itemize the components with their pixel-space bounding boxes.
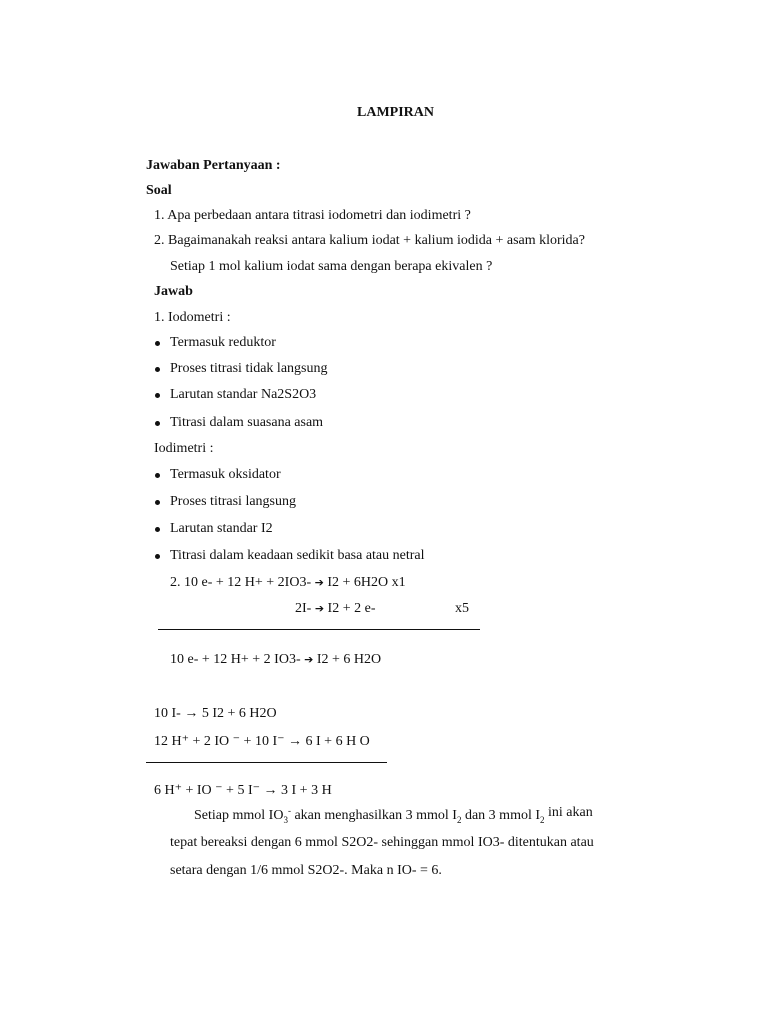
reaction-1-right: I2 + 6H2O x1 bbox=[327, 575, 406, 590]
subscript: 2 bbox=[456, 814, 462, 825]
iodimetri-heading: Iodimetri : bbox=[154, 441, 214, 456]
bullet-icon bbox=[155, 367, 160, 372]
iodimetri-item: Titrasi dalam keadaan sedikit basa atau netral bbox=[170, 548, 425, 563]
reaction-line-1 bbox=[170, 574, 406, 592]
explanation-text: Setiap mmol IO bbox=[194, 808, 284, 823]
iodometri-item: Larutan standar Na2S2O3 bbox=[170, 387, 317, 402]
explanation-line-2: tepat bereaksi dengan 6 mmol S2O2- sehinggan mmol IO3- ditentukan atau bbox=[170, 835, 594, 850]
reaction-2-right: I2 + 2 e- bbox=[327, 601, 376, 616]
arrow-icon: ➔ bbox=[314, 602, 325, 615]
bullet-icon bbox=[155, 554, 160, 559]
bullet-icon bbox=[155, 341, 160, 346]
subscript: 2 bbox=[540, 814, 545, 825]
divider bbox=[146, 762, 387, 763]
equation-c: 6 H⁺ + IO ⁻ + 5 I⁻ → 3 I + 3 H bbox=[154, 783, 332, 798]
section-heading: Jawaban Pertanyaan : bbox=[146, 158, 281, 173]
bullet-icon bbox=[155, 473, 160, 478]
explanation-text: akan menghasilkan 3 mmol I bbox=[290, 808, 457, 823]
question-2: 2. Bagaimanakah reaksi antara kalium iodat + kalium iodida + asam klorida? bbox=[154, 233, 585, 248]
iodimetri-item: Larutan standar I2 bbox=[170, 521, 273, 536]
reaction-sum-left: 10 e- + 12 H+ + 2 IO3- bbox=[170, 652, 301, 667]
reaction-sum bbox=[170, 651, 381, 669]
iodimetri-item: Proses titrasi langsung bbox=[170, 494, 296, 509]
superscript: - bbox=[287, 805, 291, 816]
equation-b: 12 H⁺ + 2 IO ⁻ + 10 I⁻ → 6 I + 6 H O bbox=[154, 734, 370, 749]
explanation-text: dan 3 mmol I bbox=[461, 808, 541, 823]
reaction-2-mult: x5 bbox=[455, 601, 469, 616]
arrow-icon: ➔ bbox=[304, 653, 314, 666]
reaction-2-left: 2I- bbox=[295, 601, 312, 616]
iodometri-heading: 1. Iodometri : bbox=[154, 310, 231, 325]
page-title: LAMPIRAN bbox=[357, 105, 434, 120]
reaction-1-left: 2. 10 e- + 12 H+ + 2IO3- bbox=[170, 575, 312, 590]
iodometri-item: Proses titrasi tidak langsung bbox=[170, 361, 328, 376]
bullet-icon bbox=[155, 393, 160, 398]
iodometri-item: Titrasi dalam suasana asam bbox=[170, 415, 324, 430]
explanation-line-3: setara dengan 1/6 mmol S2O2-. Maka n IO- = 6. bbox=[170, 863, 442, 878]
subscript: 3 bbox=[283, 814, 288, 825]
bullet-icon bbox=[155, 421, 160, 426]
reaction-sum-right: I2 + 6 H2O bbox=[316, 652, 382, 667]
iodimetri-item: Termasuk oksidator bbox=[170, 467, 281, 482]
soal-label: Soal bbox=[146, 183, 172, 198]
arrow-icon: ➔ bbox=[314, 576, 324, 589]
divider bbox=[158, 629, 480, 630]
reaction-line-2 bbox=[295, 600, 375, 618]
bullet-icon bbox=[155, 500, 160, 505]
explanation-line-1 bbox=[194, 807, 593, 825]
jawab-label: Jawab bbox=[154, 284, 193, 299]
bullet-icon bbox=[155, 527, 160, 532]
question-2-cont: Setiap 1 mol kalium iodat sama dengan berapa ekivalen ? bbox=[170, 259, 493, 274]
question-1: 1. Apa perbedaan antara titrasi iodometri dan iodimetri ? bbox=[154, 208, 471, 223]
explanation-text: ini akan bbox=[544, 805, 593, 820]
iodometri-item: Termasuk reduktor bbox=[170, 335, 276, 350]
equation-a: 10 I- → 5 I2 + 6 H2O bbox=[154, 706, 277, 721]
